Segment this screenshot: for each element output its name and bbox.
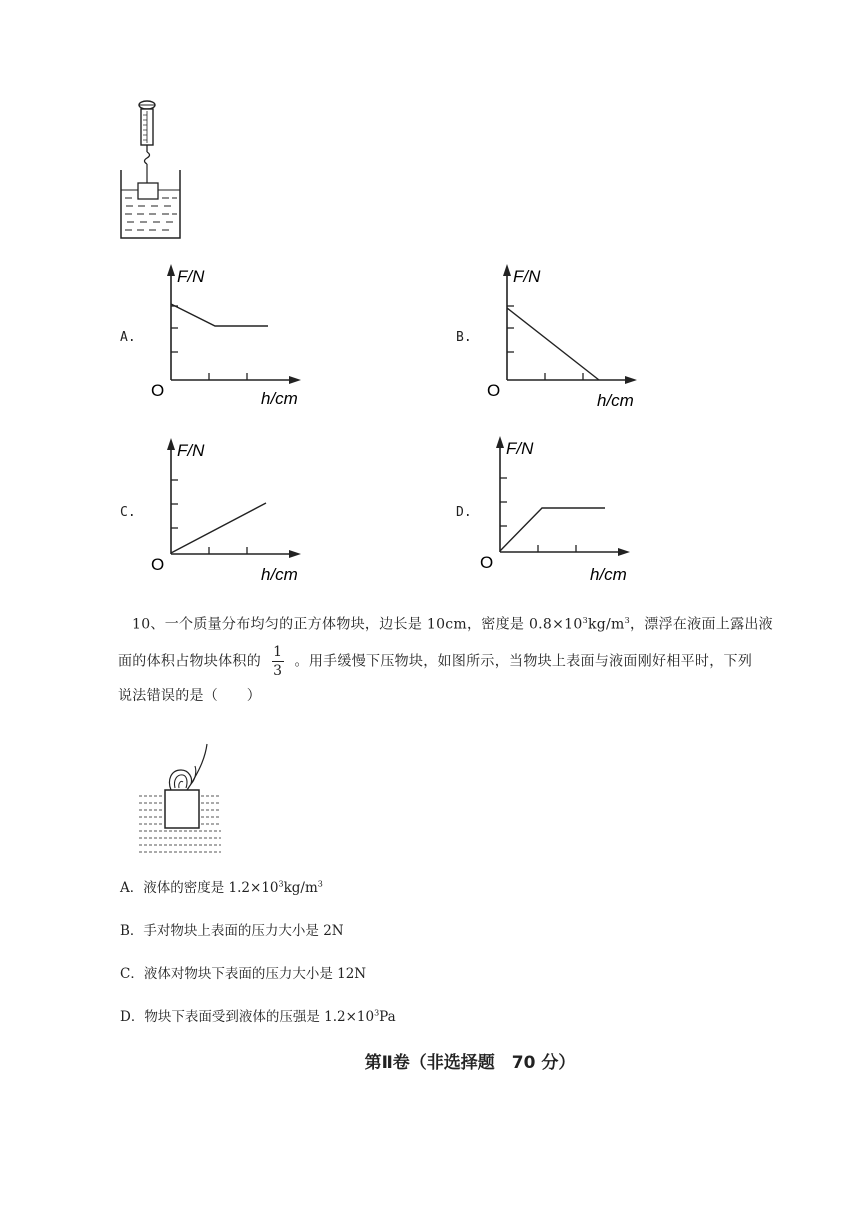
graph-b-ylabel: F/N	[513, 267, 541, 286]
section-title: 第Ⅱ卷（非选择题 70 分）	[364, 1053, 576, 1073]
hand-pressing-block-figure	[135, 740, 225, 855]
spring-scale-apparatus-figure	[110, 98, 190, 243]
choice-a[interactable]	[120, 876, 323, 896]
choice-d-text: D．物块下表面受到液体的压强是 1.2×10	[120, 1009, 375, 1025]
choice-c-text: C．液体对物块下表面的压力大小是 12N	[120, 966, 367, 982]
graph-c	[145, 436, 310, 586]
choice-a-text: A．液体的密度是 1.2×10	[120, 880, 279, 896]
choice-b-text: B．手对物块上表面的压力大小是 2N	[120, 923, 344, 939]
graph-c-ylabel: F/N	[177, 441, 205, 460]
choice-d[interactable]	[120, 1005, 396, 1025]
graph-c-xlabel: h/cm	[261, 565, 298, 584]
fraction-denominator: 3	[273, 662, 283, 679]
q10-line1-b: kg/m	[587, 616, 625, 633]
graph-a-origin: O	[151, 381, 165, 400]
choice-b[interactable]	[120, 919, 344, 939]
q10-line1-sup: 3	[582, 616, 588, 625]
option-d-label: D.	[456, 505, 472, 520]
q10-line2-a: 面的体积占物块体积的	[118, 653, 261, 670]
graph-b-xlabel: h/cm	[597, 391, 634, 410]
choice-d-unit: Pa	[379, 1009, 396, 1025]
graph-a-xlabel: h/cm	[261, 389, 298, 408]
choice-c[interactable]	[120, 962, 366, 982]
q10-line1-a: 10、一个质量分布均匀的正方体物块，边长是 10cm，密度是 0.8×10	[132, 616, 583, 633]
q10-line1-c: ，漂浮在液面上露出液	[629, 616, 773, 633]
option-c-label: C.	[120, 505, 136, 520]
graph-d-ylabel: F/N	[506, 439, 534, 458]
fraction-numerator: 1	[273, 643, 283, 660]
option-b-label: B.	[456, 330, 472, 345]
graph-d-xlabel: h/cm	[590, 565, 627, 584]
graph-a	[145, 262, 310, 412]
choice-d-sup: 3	[374, 1008, 380, 1018]
q10-line2-b: 。用手缓慢下压物块，如图所示，当物块上表面与液面刚好相平时，下列	[294, 653, 753, 670]
graph-a-ylabel: F/N	[177, 267, 205, 286]
question-10-line1	[118, 606, 838, 640]
choice-a-sup: 3	[278, 879, 284, 889]
graph-d-origin: O	[480, 553, 494, 572]
choice-a-unit: kg/m	[283, 880, 318, 896]
one-third-fraction	[272, 644, 284, 679]
option-a-label: A.	[120, 330, 136, 345]
question-10-line3: 说法错误的是（ ）	[118, 687, 261, 704]
graph-b-origin: O	[487, 381, 501, 400]
graph-b	[481, 262, 646, 412]
question-10-line2	[118, 644, 838, 679]
graph-d	[474, 434, 639, 584]
choice-a-sup2: 3	[317, 879, 323, 889]
question-10	[118, 606, 838, 711]
q10-line1-sup2: 3	[624, 616, 630, 625]
graph-c-origin: O	[151, 555, 165, 574]
